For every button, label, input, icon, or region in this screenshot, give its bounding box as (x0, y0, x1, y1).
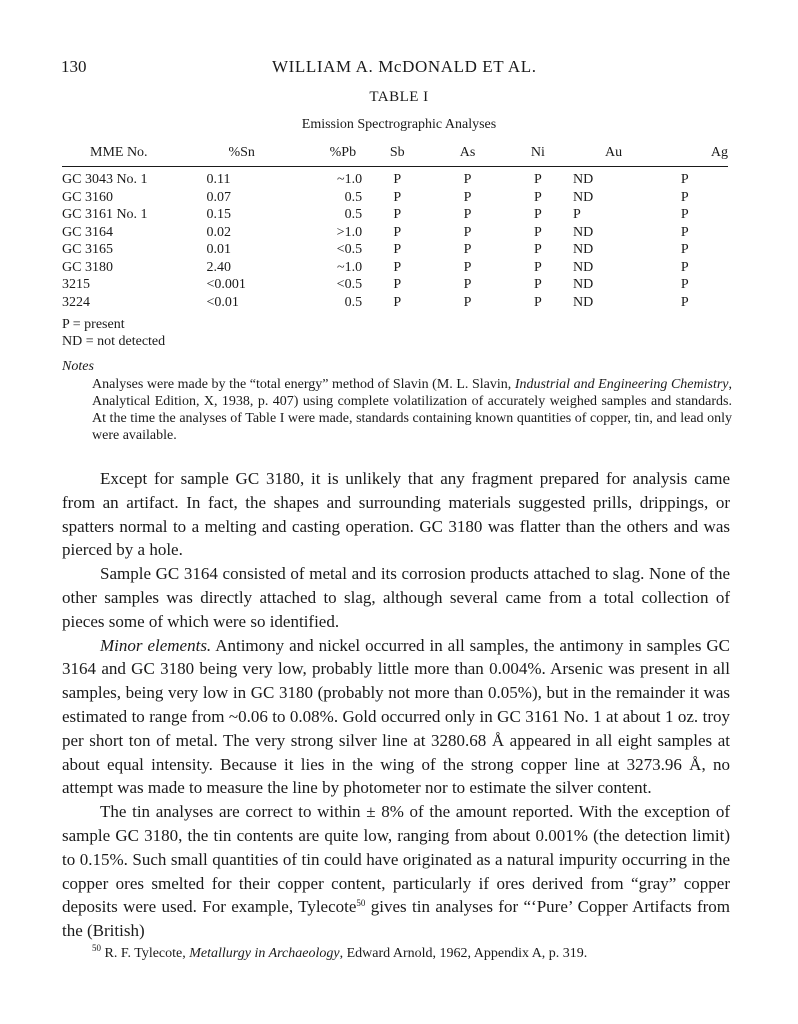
cell-au: P (572, 207, 581, 223)
notes-text (92, 376, 732, 444)
cell-as: P (463, 172, 472, 188)
footnote-number: 50 (92, 943, 101, 953)
cell-sb: P (393, 294, 402, 310)
table-subtitle: Emission Spectrographic Analyses (301, 117, 497, 132)
cell-sn: 0.11 (206, 172, 231, 188)
notes-text-2: , Analytical Edition, X, 1938, p. 407) using complete volatilization of accurately weighed samples and standards. At the time the analyses of Table I were made, standards containing known quantities of copper, tin, and lead only were available. (92, 377, 732, 443)
cell-ni: P (533, 259, 542, 275)
minor-elements-heading: Minor elements. (100, 635, 212, 655)
cell-au: ND (572, 277, 594, 293)
paragraph-4-text-a: The tin analyses are correct to within ± 8% of the amount reported. With the exception of sample GC 3180, the tin contents are quite low, ranging from about 0.001% (the detection limit) to 0.15%. Such small quantities of tin could have originated as a natural impurity occurring in the copper ores smelted for their copper content, particularly if ores derived from “gray” copper deposits were used. For example, Tylecote (62, 802, 730, 917)
cell-sb: P (393, 277, 402, 293)
table-row (62, 276, 728, 294)
paragraph-4 (62, 800, 730, 943)
cell-ni: P (533, 189, 542, 205)
cell-pb: 0.5 (344, 189, 363, 205)
legend-present: P = present (62, 317, 125, 332)
table-row (62, 167, 728, 189)
paragraph-3 (62, 634, 730, 801)
col-header-pb: %Pb (286, 142, 362, 167)
cell-ni: P (533, 277, 542, 293)
paragraph-3-text: Antimony and nickel occurred in all samples, the antimony in samples GC 3164 and GC 3180 being very low, probably little more than 0.004%. Arsenic was present in all samples, being very low in GC 3180 (probably not more than 0.05%), but in the remainder it was estimated to range from ~0.06 to 0.08%. Gold occurred only in GC 3161 No. 1 at about 1 oz. troy per short ton of metal. The very strong silver line at 3280.68 Å appeared in all eight samples at about equal intensity. Because it lies in the wing of the strong copper line at 3273.96 Å, no attempt was made to measure the line by photometer nor to estimate the silver content. (62, 635, 730, 798)
cell-ag: P (680, 242, 689, 258)
cell-au: ND (572, 294, 594, 310)
cell-mme: GC 3161 No. 1 (62, 207, 148, 223)
cell-sb: P (393, 189, 402, 205)
cell-pb: ~1.0 (337, 172, 363, 188)
cell-as: P (463, 259, 472, 275)
running-head: WILLIAM A. McDONALD ET AL. (272, 57, 537, 76)
cell-ni: P (533, 207, 542, 223)
paragraph-4-text-b: gives tin analyses for “‘Pure’ Copper Artifacts from the (British) (62, 897, 730, 941)
cell-sn: <0.01 (206, 294, 239, 310)
cell-pb: >1.0 (336, 224, 363, 240)
notes-heading: Notes (62, 359, 94, 374)
cell-ag: P (680, 277, 689, 293)
cell-sn: 0.15 (206, 207, 231, 223)
col-header-sb: Sb (362, 142, 432, 167)
cell-ag: P (680, 259, 689, 275)
cell-mme: GC 3165 (62, 242, 113, 258)
cell-au: ND (572, 224, 594, 240)
table-row (62, 294, 728, 312)
col-header-sn: %Sn (206, 142, 286, 167)
cell-sn: 0.01 (206, 242, 231, 258)
cell-sn: 0.07 (206, 189, 231, 205)
col-header-ni: Ni (503, 142, 573, 167)
table-row (62, 206, 728, 224)
col-header-ag: Ag (681, 142, 728, 167)
cell-sb: P (393, 207, 402, 223)
notes-text-1: Analyses were made by the “total energy” method of Slavin (M. L. Slavin, (92, 377, 515, 392)
cell-au: ND (572, 189, 594, 205)
cell-sb: P (393, 242, 402, 258)
cell-mme: 3224 (62, 294, 90, 310)
cell-ni: P (533, 294, 542, 310)
cell-ag: P (680, 294, 689, 310)
footnote-ref: 50 (356, 898, 366, 909)
table-header-row (62, 142, 728, 167)
cell-ag: P (680, 189, 689, 205)
footnote-author: R. F. Tylecote, (101, 946, 190, 961)
cell-sb: P (393, 172, 402, 188)
col-header-au: Au (573, 142, 681, 167)
table-row (62, 259, 728, 277)
cell-as: P (463, 277, 472, 293)
cell-as: P (463, 242, 472, 258)
cell-mme: GC 3164 (62, 224, 113, 240)
cell-au: ND (572, 242, 594, 258)
table-row (62, 189, 728, 207)
cell-mme: GC 3043 No. 1 (62, 172, 148, 188)
cell-sn: 2.40 (206, 259, 231, 275)
cell-ni: P (533, 242, 542, 258)
cell-ag: P (680, 207, 689, 223)
cell-pb: <0.5 (336, 242, 363, 258)
cell-sn: 0.02 (206, 224, 231, 240)
cell-ag: P (680, 172, 689, 188)
col-header-as: As (432, 142, 502, 167)
cell-ni: P (533, 172, 542, 188)
footnote-rest: , Edward Arnold, 1962, Appendix A, p. 319. (339, 946, 588, 961)
paragraph-2: Sample GC 3164 consisted of metal and its corrosion products attached to slag. None of the other samples was directly attached to slag, although several came from a total collection of pieces some of which were so identified. (62, 564, 730, 631)
cell-pb: 0.5 (344, 207, 363, 223)
analyses-table (62, 142, 728, 311)
cell-mme: GC 3160 (62, 189, 113, 205)
cell-sb: P (393, 259, 402, 275)
cell-pb: <0.5 (336, 277, 363, 293)
footnote (92, 943, 588, 962)
cell-as: P (463, 189, 472, 205)
cell-as: P (463, 207, 472, 223)
cell-mme: 3215 (62, 277, 90, 293)
cell-mme: GC 3180 (62, 259, 113, 275)
cell-ag: P (680, 224, 689, 240)
cell-au: ND (572, 259, 594, 275)
table-title: TABLE I (369, 89, 429, 105)
notes-journal: Industrial and Engineering Chemistry (514, 377, 729, 392)
page-number: 130 (61, 57, 87, 76)
cell-pb: 0.5 (344, 294, 363, 310)
cell-as: P (463, 224, 472, 240)
cell-as: P (463, 294, 472, 310)
cell-ni: P (533, 224, 542, 240)
legend-not-detected: ND = not detected (62, 334, 166, 349)
paragraph-1: Except for sample GC 3180, it is unlikely that any fragment prepared for analysis came from an artifact. In fact, the shapes and surrounding materials suggested prills, drippings, or spatters normal to a melting and casting operation. GC 3180 was flatter than the others and was pierced by a hole. (62, 469, 730, 560)
body-text (62, 467, 730, 943)
footnote-title: Metallurgy in Archaeology (189, 946, 340, 961)
table-row (62, 224, 728, 242)
col-header-mme: MME No. (62, 142, 206, 167)
table-row (62, 241, 728, 259)
cell-pb: ~1.0 (337, 259, 363, 275)
cell-sb: P (393, 224, 402, 240)
cell-sn: <0.001 (206, 277, 246, 293)
cell-au: ND (572, 172, 594, 188)
